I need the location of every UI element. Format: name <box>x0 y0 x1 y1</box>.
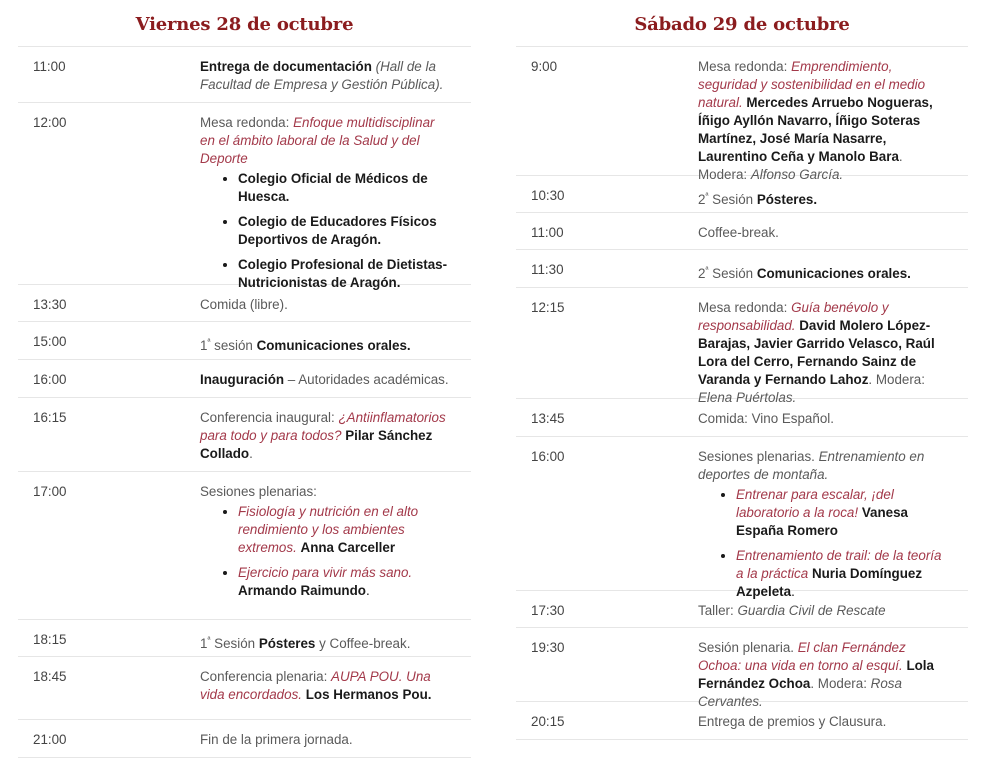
event-time: 17:30 <box>531 603 565 618</box>
bold-text: Comunicaciones orales. <box>256 338 411 353</box>
text: Sesión plenaria. <box>698 640 798 655</box>
schedule-row <box>516 250 968 288</box>
event-description <box>200 58 471 102</box>
event-description <box>200 631 471 656</box>
italic-text: Elena Puértolas. <box>698 390 797 405</box>
text: ª <box>207 635 211 644</box>
italic-text: Guardia Civil de Rescate <box>737 603 886 618</box>
schedule-row <box>18 720 471 758</box>
event-time: 18:45 <box>33 669 67 684</box>
event-description <box>698 224 968 249</box>
event-time: 13:30 <box>33 297 67 312</box>
event-time: 16:15 <box>33 410 67 425</box>
bold-text: Mercedes Arruebo Nogueras, Íñigo Ayllón Navarro, Íñigo Soteras Martínez, José María Nasarre, Laurentino Ceña y Manolo Bara <box>698 95 933 164</box>
bold-text: Nuria Domínguez Azpeleta <box>736 566 923 599</box>
event-time: 11:00 <box>33 59 66 74</box>
event-time: 20:15 <box>531 714 565 729</box>
event-time: 11:30 <box>531 262 564 277</box>
text: Comida: Vino Español. <box>698 411 834 426</box>
event-time: 17:00 <box>33 484 67 499</box>
bullet-item <box>238 170 451 206</box>
text: Sesión <box>708 266 757 281</box>
event-description <box>698 713 968 739</box>
text: y Coffee-break. <box>315 636 411 651</box>
bullet-item <box>238 213 451 249</box>
event-time: 19:30 <box>531 640 565 655</box>
bold-text: Colegio Profesional de Dietistas-Nutricionistas de Aragón. <box>238 257 448 290</box>
event-description <box>698 410 968 436</box>
bold-text: Vanesa España Romero <box>736 505 908 538</box>
bullet-item <box>238 564 451 600</box>
text: Coffee-break. <box>698 225 779 240</box>
schedule-row <box>18 47 471 103</box>
schedule-row <box>18 103 471 290</box>
text: Sesión <box>210 636 259 651</box>
text: . Modera: <box>810 676 871 691</box>
event-description <box>200 371 471 397</box>
schedule-row <box>516 628 968 709</box>
bold-text: Pósteres <box>258 636 316 651</box>
text: 1 <box>200 338 208 353</box>
highlight-title: Emprendimiento, seguridad y sostenibilidad en el medio natural. <box>698 59 926 110</box>
event-description <box>698 187 968 212</box>
bold-text: Inauguración <box>200 372 285 387</box>
event-description <box>698 299 968 405</box>
bold-text: Comunicaciones orales. <box>756 266 911 281</box>
text: Comida (libre). <box>200 297 288 312</box>
day-title: Viernes 28 de octubre <box>18 0 471 47</box>
bold-text: Entrega de documentación <box>200 59 372 74</box>
event-description <box>698 639 968 709</box>
event-bullet-list <box>200 170 451 292</box>
bold-text: David Molero López-Barajas, Javier Garrido Velasco, Raúl Lora del Cerro, Fernando Sainz de Varanda y Fernando Lahoz <box>698 318 935 387</box>
highlight-title: Fisiología y nutrición en el alto rendimiento y los ambientes extremos. <box>238 504 419 555</box>
event-time: 12:15 <box>531 300 565 315</box>
bold-text: Anna Carceller <box>300 540 396 555</box>
text: ª <box>207 337 211 346</box>
text: Mesa redonda: <box>698 300 792 315</box>
text: Sesiones plenarias: <box>200 484 317 499</box>
text: Mesa redonda: <box>698 59 792 74</box>
text: . <box>249 446 253 461</box>
bullet-item <box>238 256 451 292</box>
event-time: 13:45 <box>531 411 565 426</box>
day-column-friday <box>18 0 471 758</box>
event-bullet-list <box>698 486 948 601</box>
text: 2 <box>698 192 706 207</box>
event-description <box>200 483 471 619</box>
highlight-title: Ejercicio para vivir más sano. <box>238 565 413 580</box>
day-column-saturday <box>516 0 968 740</box>
text: Sesión <box>708 192 757 207</box>
highlight-title: Entrenar para escalar, ¡del laboratorio a la roca! <box>736 487 894 520</box>
bullet-item <box>238 503 451 557</box>
bold-text: Armando Raimundo <box>238 583 366 598</box>
text: ª <box>705 265 709 274</box>
schedule-row <box>18 360 471 398</box>
highlight-title: Entrenamiento de trail: de la teoría a la práctica <box>736 548 942 581</box>
day-title: Sábado 29 de octubre <box>516 0 968 47</box>
italic-text: Entrenamiento en deportes de montaña. <box>698 449 925 482</box>
event-description <box>200 409 471 471</box>
schedule-list <box>516 47 968 740</box>
event-description <box>698 602 968 627</box>
schedule-list <box>18 47 471 758</box>
event-description <box>698 58 968 182</box>
text: Taller: <box>698 603 738 618</box>
text: 2 <box>698 266 706 281</box>
event-description <box>200 731 471 757</box>
text: – Autoridades académicas. <box>284 372 449 387</box>
bold-text: Los Hermanos Pou. <box>305 687 432 702</box>
event-time: 21:00 <box>33 732 67 747</box>
event-description <box>200 296 471 321</box>
text: 1 <box>200 636 208 651</box>
event-time: 15:00 <box>33 334 67 349</box>
event-time: 11:00 <box>531 225 564 240</box>
event-time: 12:00 <box>33 115 67 130</box>
text: . Modera: <box>698 149 903 182</box>
text: Entrega de premios y Clausura. <box>698 714 887 729</box>
italic-text: Rosa Cervantes. <box>698 676 902 709</box>
schedule-row <box>516 47 968 182</box>
schedule-row <box>516 213 968 250</box>
bullet-item <box>736 486 948 540</box>
text: Fin de la primera jornada. <box>200 732 353 747</box>
event-description <box>200 668 471 719</box>
highlight-title: El clan Fernández Ochoa: una vida en torno al esquí. <box>698 640 906 673</box>
text: Conferencia plenaria: <box>200 669 332 684</box>
schedule-row <box>18 620 471 657</box>
schedule-row <box>516 437 968 599</box>
text: . <box>365 583 370 598</box>
italic-text: Alfonso García. <box>750 167 844 182</box>
schedule-row <box>18 657 471 720</box>
italic-text: (Hall de la Facultad de Empresa y Gestión Pública). <box>200 59 444 92</box>
text: . <box>791 584 795 599</box>
event-bullet-list <box>200 503 451 600</box>
bold-text: Colegio Oficial de Médicos de Huesca. <box>238 171 428 204</box>
schedule-row <box>18 322 471 360</box>
event-time: 18:15 <box>33 632 67 647</box>
schedule-row <box>516 288 968 405</box>
text: sesión <box>210 338 257 353</box>
bold-text: Colegio de Educadores Físicos Deportivos de Aragón. <box>238 214 437 247</box>
text: Sesiones plenarias. <box>698 449 819 464</box>
bold-text: Lola Fernández Ochoa <box>698 658 934 691</box>
event-time: 16:00 <box>33 372 67 387</box>
event-time: 16:00 <box>531 449 565 464</box>
schedule-row <box>18 472 471 620</box>
highlight-title: ¿Antiinflamatorios para todo y para todos? <box>200 410 446 443</box>
highlight-title: Guía benévolo y responsabilidad. <box>698 300 889 333</box>
event-description <box>200 333 471 359</box>
bullet-item <box>736 547 948 601</box>
text: ª <box>705 191 709 200</box>
highlight-title: Enfoque multidisciplinar en el ámbito laboral de la Salud y del Deporte <box>200 115 435 166</box>
event-time: 9:00 <box>531 59 558 74</box>
schedule-row <box>18 398 471 472</box>
event-time: 10:30 <box>531 188 565 203</box>
text: Mesa redonda: <box>200 115 294 130</box>
bold-text: Pósteres. <box>756 192 818 207</box>
event-description <box>200 114 471 290</box>
text: Conferencia inaugural: <box>200 410 339 425</box>
bold-text: Pilar Sánchez Collado <box>200 428 433 461</box>
event-description <box>698 448 968 599</box>
text: . Modera: <box>868 372 925 387</box>
highlight-title: AUPA POU. Una vida encordados. <box>200 669 431 702</box>
event-description <box>698 261 968 287</box>
